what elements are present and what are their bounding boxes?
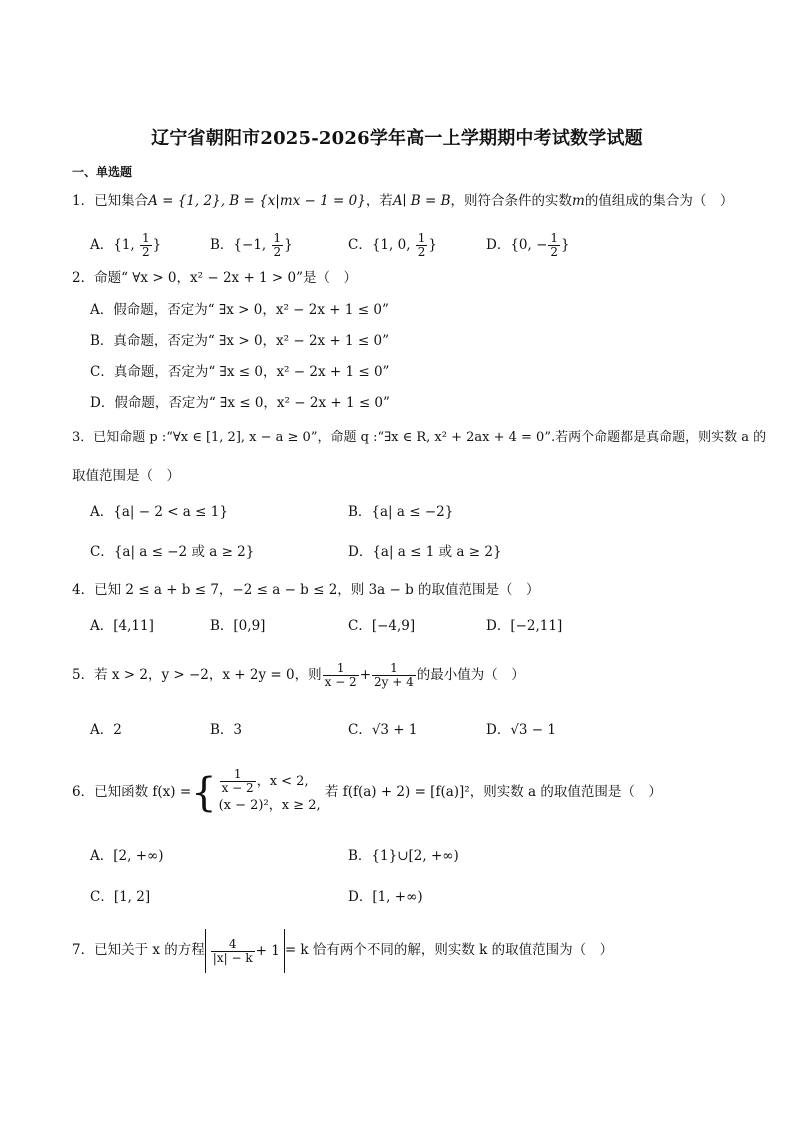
q1-option-a: A．{1, $\frac{1}{2}$ } — [90, 231, 162, 259]
q3-option-c: C．{a| a ≤ −2 或 a ≥ 2} — [90, 544, 255, 560]
question-6-stem — [72, 762, 662, 822]
q7-text-b: = k 恰有两个不同的解，则实数 k 的取值范围为（ ） — [284, 942, 614, 958]
q6-text-a: 6．已知函数 f(x) = — [72, 784, 192, 800]
q5-plus: + — [359, 667, 372, 683]
q1-condition: A∣ B = B — [392, 193, 451, 209]
question-3-stem-line1: 3．已知命题 p :“∀x ∈ [1, 2], x − a ≥ 0”，命题 q :“∃x ∈ R, x² + 2ax + 4 = 0”.若两个命题都是真命题，则实数 a 的 — [72, 430, 767, 445]
q6-brace: { — [191, 769, 217, 816]
q6-option-b: B．{1}∪[2, +∞) — [348, 848, 459, 864]
question-1-stem — [72, 191, 733, 211]
q4-option-d: D．[−2,11] — [486, 618, 563, 634]
q6-option-d: D．[1, +∞) — [348, 889, 423, 905]
page-title: 辽宁省朝阳市2025-2026学年高一上学期期中考试数学试题 — [151, 128, 643, 149]
question-4-stem: 4．已知 2 ≤ a + b ≤ 7，−2 ≤ a − b ≤ 2，则 3a − b 的取值范围是（ ） — [72, 582, 540, 598]
q1-option-b: B．{−1, $\frac{1}{2}$ } — [210, 231, 293, 259]
q3-option-a: A．{a| − 2 < a ≤ 1} — [90, 504, 228, 520]
q1-text-b: ，若 — [365, 193, 393, 209]
q1-option-c: C．{1, 0, $\frac{1}{2}$ } — [348, 231, 438, 259]
q4-option-c: C．[−4,9] — [348, 618, 416, 634]
q1-set-a: A = {1, 2} — [148, 193, 221, 209]
question-5-stem — [72, 662, 525, 689]
question-7-stem — [72, 928, 613, 973]
q2-option-d: D．假命题，否定为“ ∃x ≤ 0，x² − 2x + 1 ≤ 0” — [90, 395, 390, 411]
q1-text-a: 1．已知集合 — [72, 193, 149, 209]
q1-option-d: D．{0, − $\frac{1}{2}$ } — [486, 231, 570, 259]
q5-option-b: B．3 — [210, 722, 243, 738]
q5-option-a: A．2 — [90, 722, 122, 738]
q6-piecewise: $\frac{1}{x - 2}$ ，x < 2, (x − 2)²，x ≥ 2, — [218, 767, 321, 813]
q6-text-b: 若 f(f(a) + 2) = [f(a)]²，则实数 a 的取值范围是（ ） — [324, 784, 662, 800]
q2-option-c: C．真命题，否定为“ ∃x ≤ 0，x² − 2x + 1 ≤ 0” — [90, 364, 390, 380]
q4-option-a: A．[4,11] — [90, 618, 154, 634]
q7-absolute-value: $\frac{4}{|x| - k}$ + 1 — [205, 929, 285, 973]
q3-option-b: B．{a| a ≤ −2} — [348, 504, 454, 520]
q4-option-b: B．[0,9] — [210, 618, 266, 634]
section-heading: 一、单选题 — [72, 165, 133, 179]
q6-option-a: A．[2, +∞) — [90, 848, 164, 864]
question-2-stem: 2．命题“ ∀x > 0，x² − 2x + 1 > 0”是（ ） — [72, 270, 358, 286]
q1-text-d: 的值组成的集合为（ ） — [584, 193, 734, 209]
q5-option-d: D．√3 − 1 — [486, 722, 556, 738]
question-3-stem-line2: 取值范围是（ ） — [72, 468, 180, 484]
q5-text-a: 5．若 x > 2，y > −2，x + 2y = 0，则 — [72, 667, 322, 683]
q7-text-a: 7．已知关于 x 的方程 — [72, 942, 205, 958]
q2-option-a: A．假命题，否定为“ ∃x > 0，x² − 2x + 1 ≤ 0” — [90, 302, 389, 318]
q5-text-b: 的最小值为（ ） — [416, 667, 525, 683]
q5-fraction-2: $\frac{1}{2y + 4}$ — [374, 661, 414, 689]
q3-option-d: D．{a| a ≤ 1 或 a ≥ 2} — [348, 544, 502, 560]
q2-option-b: B．真命题，否定为“ ∃x > 0，x² − 2x + 1 ≤ 0” — [90, 333, 390, 349]
q6-option-c: C．[1, 2] — [90, 889, 151, 905]
q5-fraction-1: $\frac{1}{x - 2}$ — [324, 661, 357, 689]
q1-var: m — [572, 193, 585, 209]
q5-option-c: C．√3 + 1 — [348, 722, 418, 738]
q1-text-c: ，则符合条件的实数 — [450, 193, 573, 209]
q1-set-b: , B = {x|mx − 1 = 0} — [220, 193, 366, 209]
